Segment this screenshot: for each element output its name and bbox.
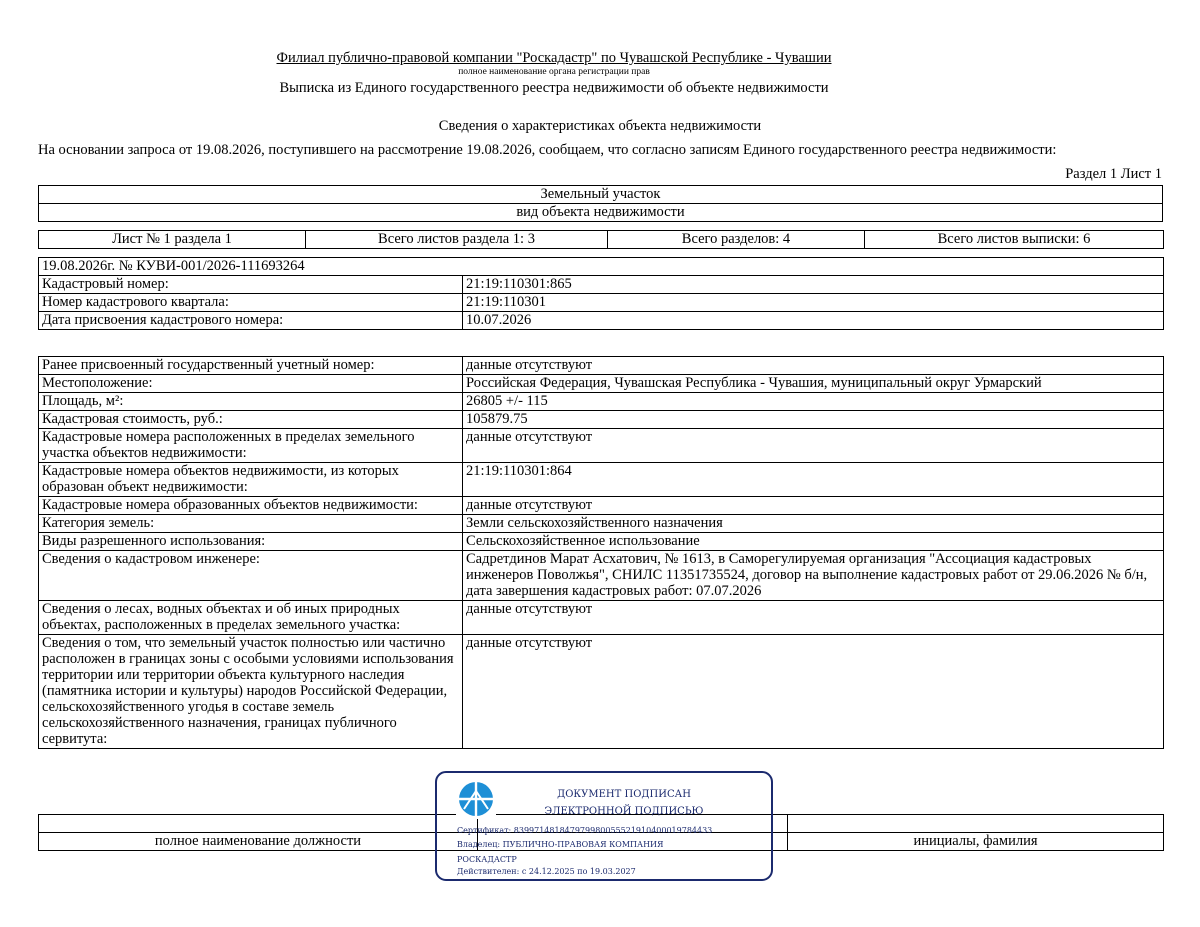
row-label: Кадастровая стоимость, руб.: xyxy=(39,411,463,429)
row-value: 105879.75 xyxy=(463,411,1164,429)
row-label: Ранее присвоенный государственный учетный номер: xyxy=(39,357,463,375)
table-row xyxy=(39,312,1164,330)
row-label: Категория земель: xyxy=(39,515,463,533)
table-row xyxy=(39,635,1164,749)
sheet-number: Лист № 1 раздела 1 xyxy=(39,231,306,249)
object-type: Земельный участок xyxy=(39,186,1163,204)
table-row xyxy=(39,515,1164,533)
row-value: Земли сельскохозяйственного назначения xyxy=(463,515,1164,533)
row-value: Садретдинов Марат Асхатович, № 1613, в Саморегулируемая организация "Ассоциация кадастровых инженеров Поволжья", СНИЛС 11351735524, договор на выполнение кадастровых работ от 29.06.2026 № б/н, дата завершения кадастровых работ: 07.07.2026 xyxy=(463,551,1164,601)
object-type-table xyxy=(38,185,1163,222)
table-row xyxy=(39,393,1164,411)
row-label: Кадастровые номера объектов недвижимости, из которых образован объект недвижимости: xyxy=(39,463,463,497)
assignment-date: 10.07.2026 xyxy=(463,312,1164,330)
row-value: данные отсутствуют xyxy=(463,357,1164,375)
row-value: данные отсутствуют xyxy=(463,429,1164,463)
details-table xyxy=(38,356,1164,749)
table-row xyxy=(39,357,1164,375)
total-extract-sheets: Всего листов выписки: 6 xyxy=(865,231,1164,249)
document-number: 19.08.2026г. № КУВИ-001/2026-111693264 xyxy=(39,258,1164,276)
organization-caption: полное наименование органа регистрации прав xyxy=(458,67,650,77)
row-label: Кадастровые номера образованных объектов недвижимости: xyxy=(39,497,463,515)
table-row xyxy=(39,601,1164,635)
table-row xyxy=(39,463,1164,497)
sheets-table xyxy=(38,230,1164,249)
position-blank xyxy=(39,815,478,833)
row-label: Дата присвоения кадастрового номера: xyxy=(39,312,463,330)
row-label: Виды разрешенного использования: xyxy=(39,533,463,551)
row-value: данные отсутствуют xyxy=(463,497,1164,515)
stamp-validity: Действителен: с 24.12.2025 по 19.03.2027 xyxy=(457,867,636,876)
row-value: 21:19:110301:864 xyxy=(463,463,1164,497)
electronic-signature-stamp xyxy=(435,771,773,881)
row-value: данные отсутствуют xyxy=(463,601,1164,635)
row-value: Российская Федерация, Чувашская Республика - Чувашия, муниципальный округ Урмарский xyxy=(463,375,1164,393)
stamp-title-line1: ДОКУМЕНТ ПОДПИСАН xyxy=(557,789,691,800)
cadastral-number: 21:19:110301:865 xyxy=(463,276,1164,294)
table-row xyxy=(39,411,1164,429)
organization-name: Филиал публично-правовой компании "Роскадастр" по Чувашской Республике - Чувашии xyxy=(276,50,832,66)
row-label: Сведения о том, что земельный участок полностью или частично расположен в границах зоны с особыми условиями использования территории или территории объекта культурного наследия (памятника истории и культуры) народов Российской Федерации, сельскохозяйственного угодья в составе земель сельскохозяйственного назначения, границах публичного сервитута: xyxy=(39,635,463,749)
name-blank xyxy=(788,815,1164,833)
row-label: Номер кадастрового квартала: xyxy=(39,294,463,312)
stamp-title-line2: ЭЛЕКТРОННОЙ ПОДПИСЬЮ xyxy=(544,806,704,817)
sheets-in-section: Всего листов раздела 1: 3 xyxy=(306,231,608,249)
row-label: Кадастровые номера расположенных в пределах земельного участка объектов недвижимости: xyxy=(39,429,463,463)
table-row xyxy=(39,276,1164,294)
stamp-owner-name: РОСКАДАСТР xyxy=(457,855,517,864)
row-label: Кадастровый номер: xyxy=(39,276,463,294)
row-value: данные отсутствуют xyxy=(463,635,1164,749)
razdel-label: Раздел 1 Лист 1 xyxy=(1065,166,1162,182)
stamp-certificate: Сертификат: 839971481847979980055521910400019784433 xyxy=(457,826,713,835)
table-row xyxy=(39,375,1164,393)
row-label: Площадь, м²: xyxy=(39,393,463,411)
table-row xyxy=(39,497,1164,515)
total-sections: Всего разделов: 4 xyxy=(608,231,865,249)
table-row xyxy=(39,294,1164,312)
row-label: Местоположение: xyxy=(39,375,463,393)
id-table xyxy=(38,257,1164,330)
basis-text: На основании запроса от 19.08.2026, поступившего на рассмотрение 19.08.2026, сообщаем, что согласно записям Единого государственного реестра недвижимости: xyxy=(38,142,1057,158)
position-caption: полное наименование должности xyxy=(39,833,478,851)
stamp-owner: Владелец: ПУБЛИЧНО-ПРАВОВАЯ КОМПАНИЯ xyxy=(457,840,664,849)
row-label: Сведения о кадастровом инженере: xyxy=(39,551,463,601)
row-value: 26805 +/- 115 xyxy=(463,393,1164,411)
extract-title: Выписка из Единого государственного реестра недвижимости об объекте недвижимости xyxy=(279,80,829,96)
object-type-caption: вид объекта недвижимости xyxy=(39,204,1163,222)
table-row xyxy=(39,551,1164,601)
name-caption: инициалы, фамилия xyxy=(788,833,1164,851)
section-title: Сведения о характеристиках объекта недвижимости xyxy=(438,118,762,134)
table-row xyxy=(39,533,1164,551)
table-row xyxy=(39,429,1164,463)
row-label: Сведения о лесах, водных объектах и об иных природных объектах, расположенных в пределах земельного участка: xyxy=(39,601,463,635)
cadastral-quarter: 21:19:110301 xyxy=(463,294,1164,312)
row-value: Сельскохозяйственное использование xyxy=(463,533,1164,551)
